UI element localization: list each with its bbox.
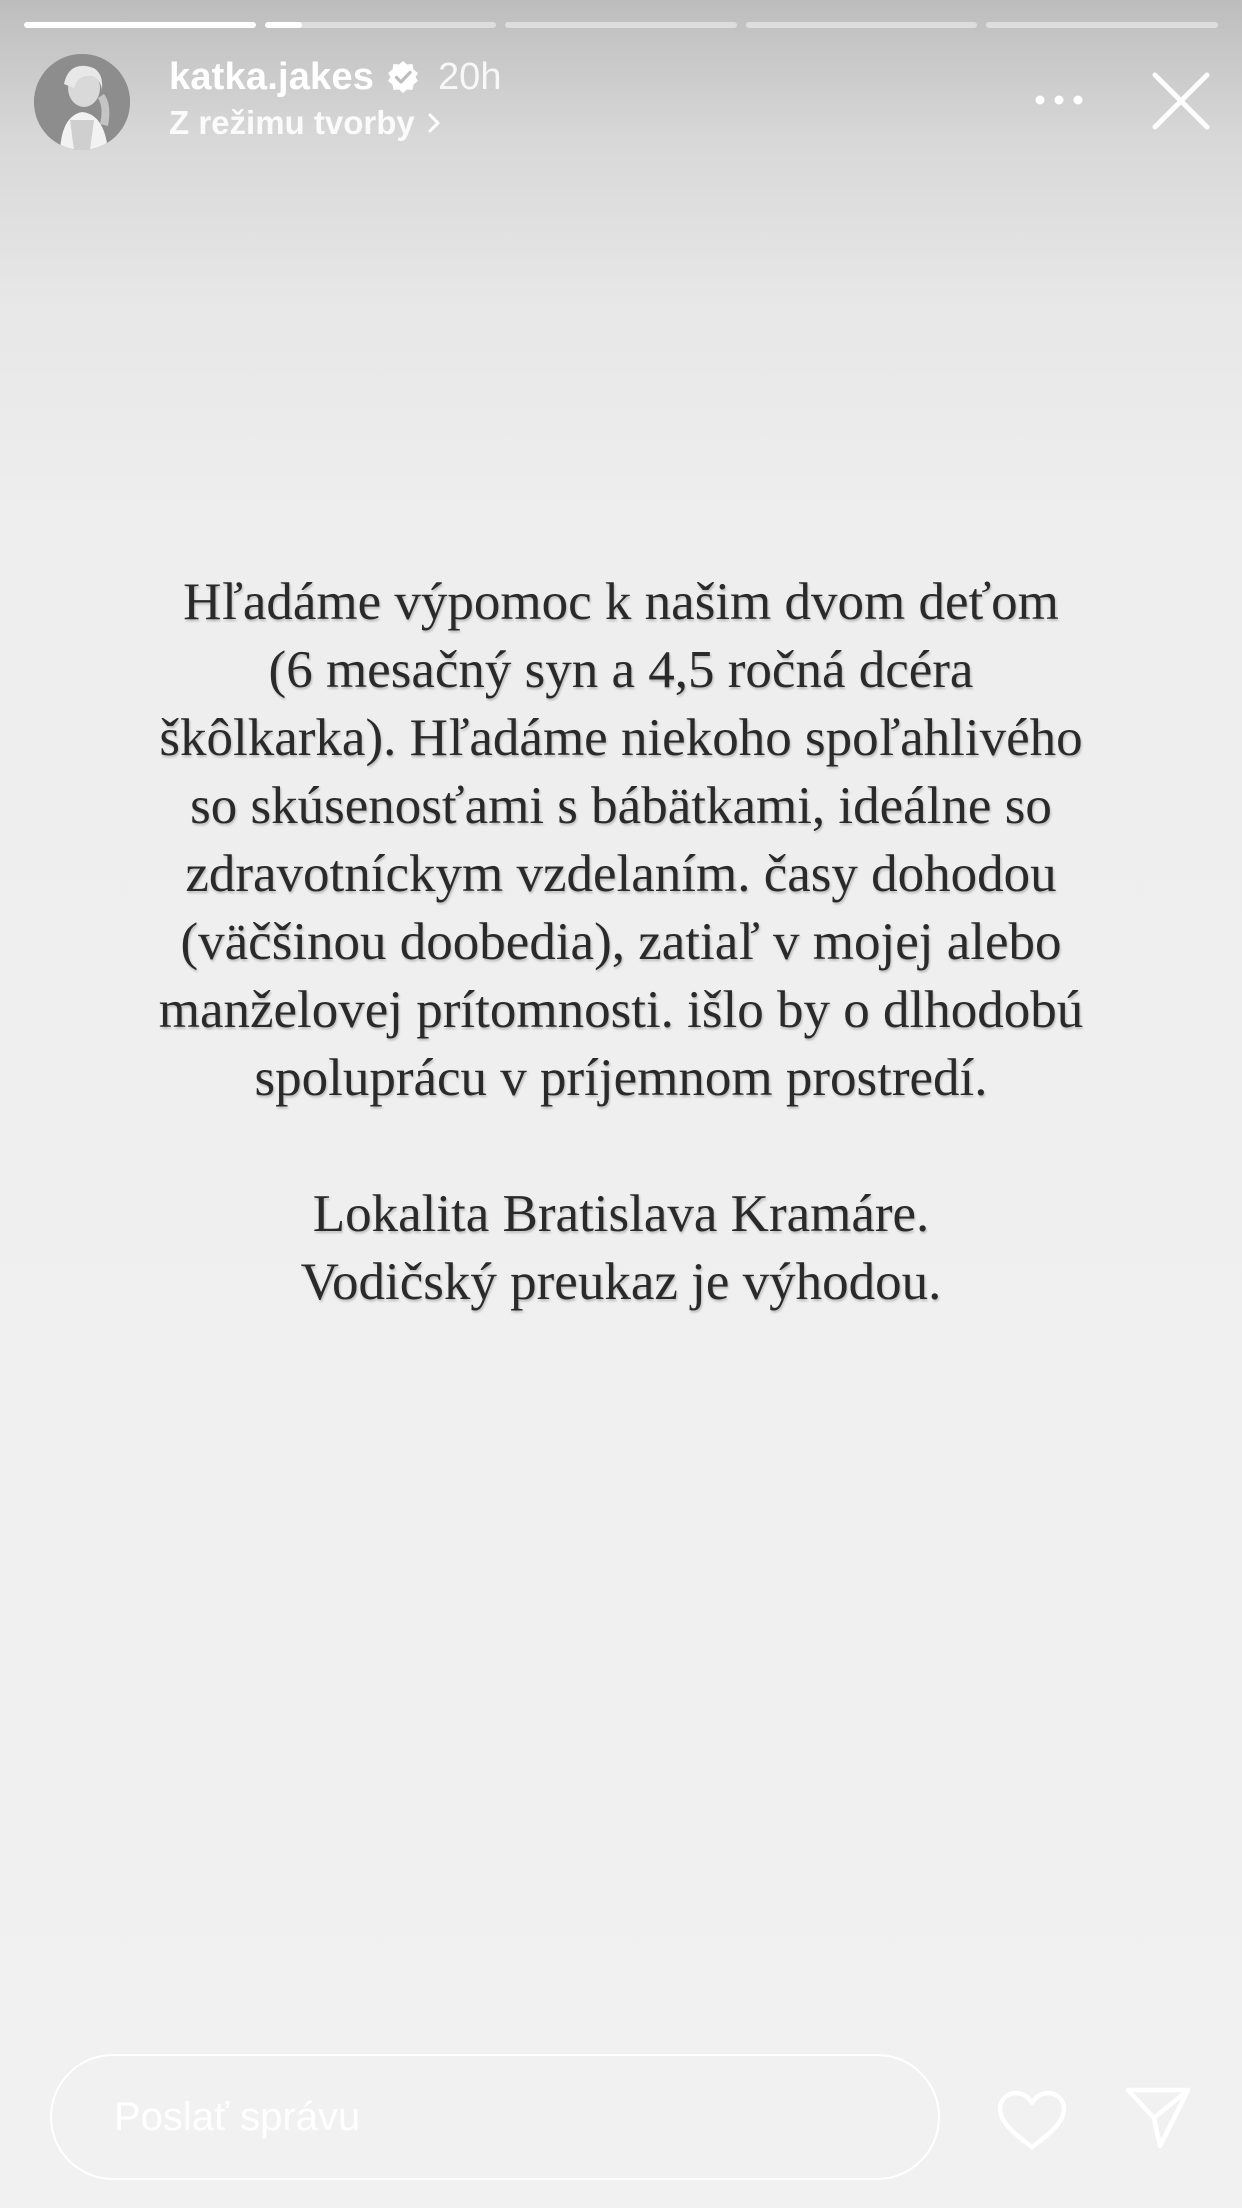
chevron-right-icon — [425, 110, 443, 136]
progress-fill — [265, 22, 302, 28]
progress-segment — [265, 22, 497, 28]
more-options-icon[interactable] — [1034, 90, 1084, 110]
close-icon[interactable] — [1150, 70, 1212, 132]
user-line — [169, 52, 501, 102]
story-text — [70, 568, 1172, 1316]
heart-icon[interactable] — [996, 2090, 1068, 2152]
avatar-photo — [34, 54, 130, 150]
story-line: škôlkarka). Hľadáme niekoho spoľahlivého — [159, 709, 1083, 767]
creation-mode-label: Z režimu tvorby — [169, 104, 415, 141]
story-progress-bar — [24, 22, 1218, 28]
avatar[interactable] — [34, 54, 130, 150]
story-line: zdravotníckym vzdelaním. časy dohodou — [185, 845, 1057, 903]
progress-segment — [986, 22, 1218, 28]
progress-fill — [24, 22, 256, 28]
story-line: manželovej prítomnosti. išlo by o dlhodobú — [158, 981, 1084, 1039]
paragraph-gap — [70, 1112, 1172, 1180]
story-line: spoluprácu v príjemnom prostredí. — [254, 1049, 988, 1107]
progress-segment — [746, 22, 978, 28]
progress-segment — [505, 22, 737, 28]
story-line: Hľadáme výpomoc k našim dvom deťom — [183, 573, 1059, 631]
story-line: (väčšinou doobedia), zatiaľ v mojej alebo — [180, 913, 1062, 971]
username[interactable]: katka.jakes — [169, 55, 375, 98]
creation-mode-link[interactable] — [169, 104, 443, 142]
story-line: (6 mesačný syn a 4,5 ročná dcéra — [268, 641, 974, 699]
verified-badge-icon — [386, 60, 420, 94]
post-time: 20h — [438, 55, 502, 98]
progress-segment — [24, 22, 256, 28]
story-line: so skúsenosťami s bábätkami, ideálne so — [190, 777, 1052, 835]
story-header — [34, 52, 1212, 152]
license-line: Vodičský preukaz je výhodou. — [300, 1253, 942, 1311]
location-line: Lokalita Bratislava Kramáre. — [312, 1185, 930, 1243]
reply-input[interactable] — [50, 2054, 940, 2180]
reply-placeholder: Poslať správu — [114, 2094, 361, 2139]
send-icon[interactable] — [1124, 2084, 1192, 2150]
